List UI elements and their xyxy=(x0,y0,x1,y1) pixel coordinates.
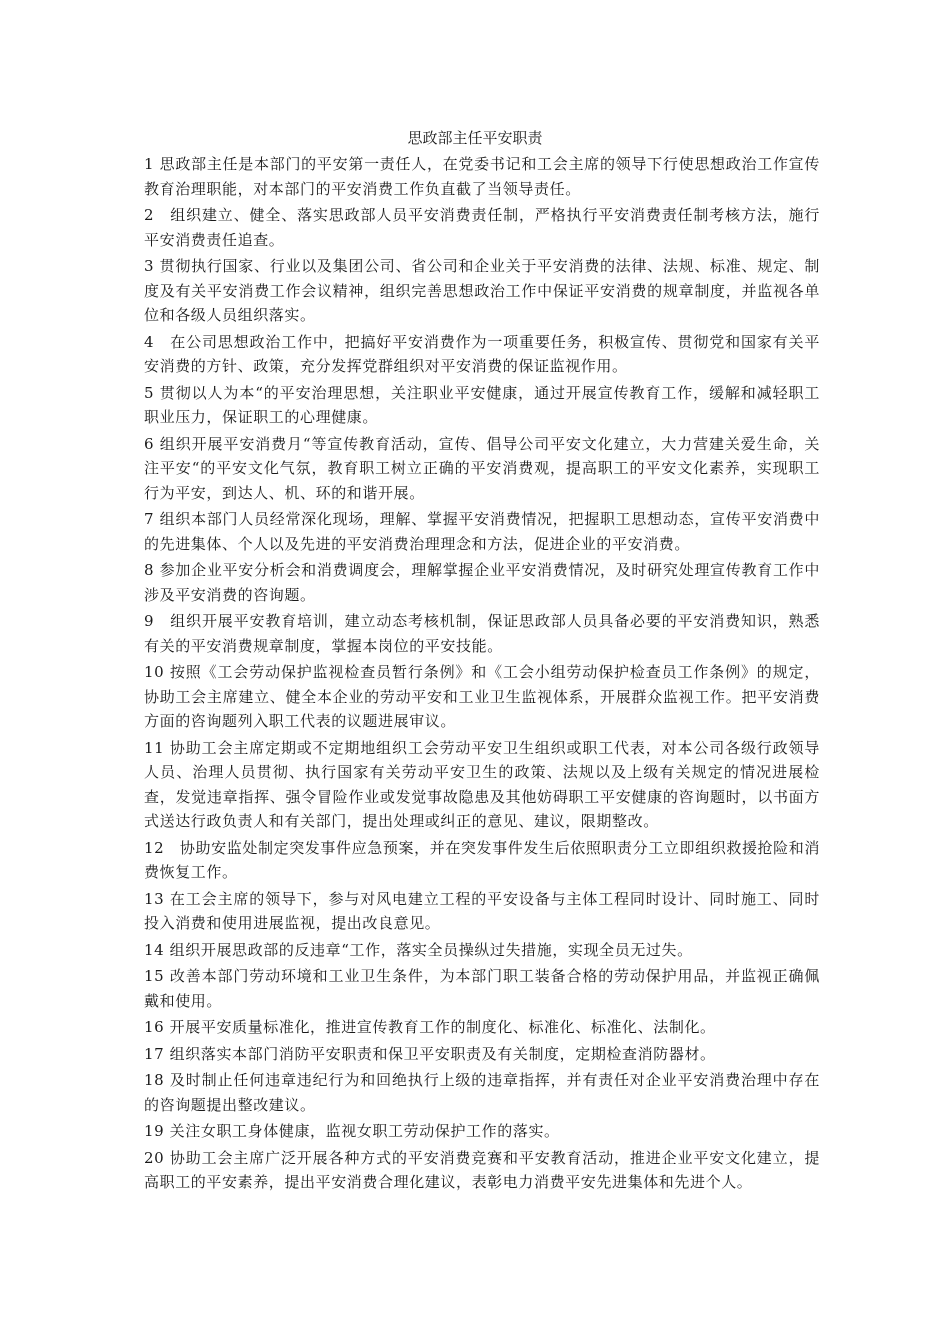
duty-item-18: 18 及时制止任何违章违纪行为和回绝执行上级的违章指挥，并有责任对企业平安消费治理中存在的咨询题提出整改建议。 xyxy=(144,1071,820,1114)
duty-item-1: 1 思政部主任是本部门的平安第一责任人，在党委书记和工会主席的领导下行使思想政治工作宣传教育治理职能，对本部门的平安消费工作负直截了当领导责任。 xyxy=(144,155,820,198)
duty-item-11: 11 协助工会主席定期或不定期地组织工会劳动平安卫生组织或职工代表，对本公司各级行政领导人员、治理人员贯彻、执行国家有关劳动平安卫生的政策、法规以及上级有关规定的情况进展检查，发觉违章指挥、强令冒险作业或发觉事故隐患及其他妨碍职工平安健康的咨询题时，以书面方式送达行政负责人和有关部门，提出处理或纠正的意见、建议，限期整改。 xyxy=(144,738,820,830)
duty-item-3: 3 贯彻执行国家、行业以及集团公司、省公司和企业关于平安消费的法律、法规、标准、规定、制度及有关平安消费工作会议精神，组织完善思想政治工作中保证平安消费的规章制度，并监视各单位和各级人员组织落实。 xyxy=(144,257,820,324)
duty-item-2: 2 组织建立、健全、落实思政部人员平安消费责任制，严格执行平安消费责任制考核方法，施行平安消费责任追查。 xyxy=(144,206,820,249)
duty-item-6: 6 组织开展平安消费月“等宣传教育活动，宣传、倡导公司平安文化建立，大力营建关爱生命，关注平安“的平安文化气氛，教育职工树立正确的平安消费观，提高职工的平安文化素养，实现职工行为平安，到达人、机、环的和谐开展。 xyxy=(144,434,820,502)
duty-item-13: 13 在工会主席的领导下，参与对风电建立工程的平安设备与主体工程同时设计、同时施工、同时投入消费和使用进展监视，提出改良意见。 xyxy=(144,889,820,932)
duty-item-7: 7 组织本部门人员经常深化现场，理解、掌握平安消费情况，把握职工思想动态，宣传平安消费中的先进集体、个人以及先进的平安消费治理理念和方法，促进企业的平安消费。 xyxy=(144,510,820,553)
duty-item-15: 15 改善本部门劳动环境和工业卫生条件，为本部门职工装备合格的劳动保护用品，并监视正确佩戴和使用。 xyxy=(144,967,820,1010)
duty-item-12: 12 协助安监处制定突发事件应急预案，并在突发事件发生后依照职责分工立即组织救援抢险和消费恢复工作。 xyxy=(144,838,820,881)
document-body xyxy=(144,152,820,1197)
duty-item-10: 10 按照《工会劳动保护监视检查员暂行条例》和《工会小组劳动保护检查员工作条例》的规定，协助工会主席建立、健全本企业的劳动平安和工业卫生监视体系，开展群众监视工作。把平安消费方面的咨询题列入职工代表的议题进展审议。 xyxy=(144,663,820,730)
document-title: 思政部主任平安职责 xyxy=(407,129,543,147)
duty-item-9: 9 组织开展平安教育培训，建立动态考核机制，保证思政部人员具备必要的平安消费知识，熟悉有关的平安消费规章制度，掌握本岗位的平安技能。 xyxy=(144,612,820,655)
duty-item-14: 14 组织开展思政部的反违章“工作，落实全员操纵过失措施，实现全员无过失。 xyxy=(144,940,693,959)
duty-item-16: 16 开展平安质量标准化，推进宣传教育工作的制度化、标准化、标准化、法制化。 xyxy=(144,1018,716,1036)
duty-item-17: 17 组织落实本部门消防平安职责和保卫平安职责及有关制度，定期检查消防器材。 xyxy=(144,1044,716,1063)
duty-item-19: 19 关注女职工身体健康，监视女职工劳动保护工作的落实。 xyxy=(144,1122,560,1140)
duty-item-5: 5 贯彻以人为本“的平安治理思想，关注职业平安健康，通过开展宣传教育工作，缓解和减轻职工职业压力，保证职工的心理健康。 xyxy=(144,383,820,426)
duty-item-4: 4 在公司思想政治工作中，把搞好平安消费作为一项重要任务，积极宣传、贯彻党和国家有关平安消费的方针、政策，充分发挥党群组织对平安消费的保证监视作用。 xyxy=(144,332,820,375)
duty-item-8: 8 参加企业平安分析会和消费调度会，理解掌握企业平安消费情况，及时研究处理宣传教育工作中涉及平安消费的咨询题。 xyxy=(144,561,820,604)
duty-item-20: 20 协助工会主席广泛开展各种方式的平安消费竞赛和平安教育活动，推进企业平安文化建立，提高职工的平安素养，提出平安消费合理化建议，表彰电力消费平安先进集体和先进个人。 xyxy=(144,1148,820,1191)
